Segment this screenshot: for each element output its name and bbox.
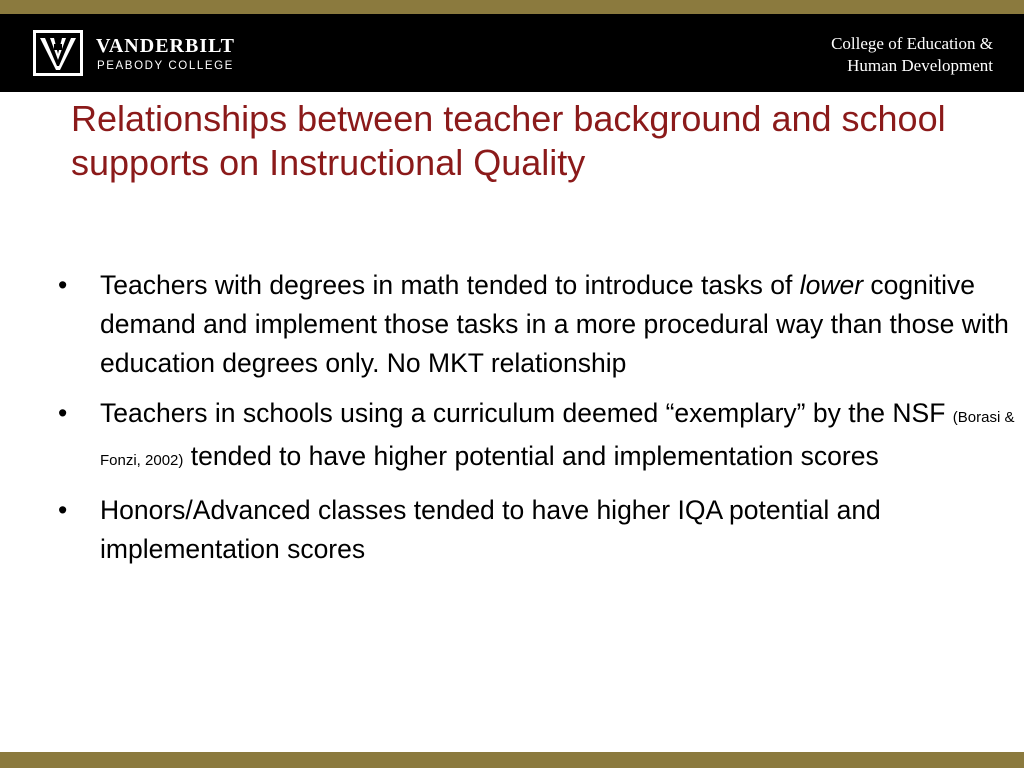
vanderbilt-v-logo-icon bbox=[33, 30, 83, 76]
bullet-text: tended to have higher potential and implementation scores bbox=[183, 441, 879, 471]
bullet-list bbox=[58, 266, 1022, 580]
header-banner bbox=[0, 14, 1024, 92]
logo-wordmark: VANDERBILT bbox=[96, 35, 235, 57]
college-name-line-1: College of Education & bbox=[831, 34, 993, 53]
emphasis-text: lower bbox=[799, 270, 864, 300]
slide-title: Relationships between teacher background and school supports on Instructional Quality bbox=[71, 98, 946, 183]
bullet-text: Honors/Advanced classes tended to have higher IQA potential and implementation scores bbox=[100, 495, 881, 564]
top-gold-bar bbox=[0, 0, 1024, 14]
bullet-item-math-degrees bbox=[58, 266, 1022, 383]
bullet-item-honors bbox=[58, 491, 1022, 569]
bullet-text: Teachers with degrees in math tended to introduce tasks of bbox=[100, 270, 800, 300]
logo-subtitle: PEABODY COLLEGE bbox=[97, 60, 234, 72]
bullet-item-curriculum bbox=[58, 394, 1022, 480]
bullet-text: cognitive demand and implement those tasks in a more procedural way than those with education degrees only. No MKT relationship bbox=[100, 270, 1009, 378]
bullet-text: Teachers in schools using a curriculum deemed “exemplary” by the NSF bbox=[100, 398, 953, 428]
college-name-line-2: Human Development bbox=[847, 56, 993, 75]
bullet-marker-icon: • bbox=[58, 398, 68, 428]
bottom-gold-bar bbox=[0, 752, 1024, 768]
bullet-marker-icon: • bbox=[58, 495, 68, 525]
bullet-marker-icon: • bbox=[58, 270, 68, 300]
citation: (Borasi & Fonzi, 2002) bbox=[100, 409, 1015, 469]
